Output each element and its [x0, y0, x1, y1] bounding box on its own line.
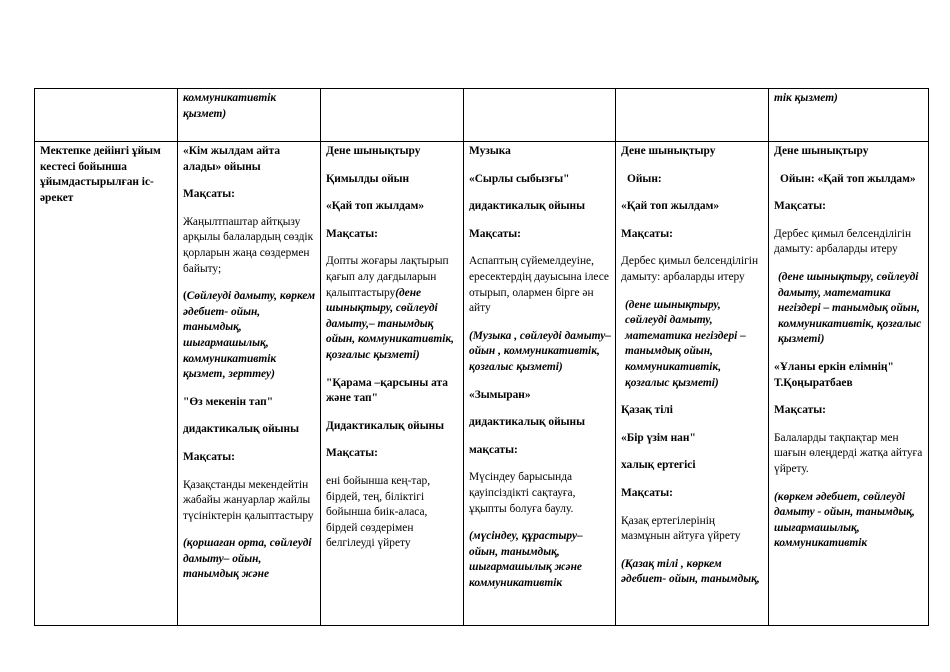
cell-col2: [178, 142, 321, 626]
game-type: дидактикалық ойыны: [183, 423, 299, 436]
game-title: «Қай топ жылдам»: [326, 200, 425, 213]
goal-text: Мүсіндеу барысында қауіпсіздікті сақтауға, ұқыпты болуға баулу.: [469, 471, 576, 515]
poem-title: «Ұланы еркін елімнің" Т.Қоңыратбаев: [774, 360, 894, 389]
game-title: «Кім жылдам айта алады» ойыны: [183, 145, 281, 173]
subject-title: Дене шынықтыру: [326, 145, 421, 157]
areas-text: (Сөйлеуді дамыту, көркем әдебиет- ойын, танымдық, шығармашылық, коммуникативтік қызмет, зерттеу): [183, 290, 315, 381]
areas-text: (көркем әдебиет, сөйлеуді дамыту - ойын, танымдық, шығармашылық, коммуникативтік: [774, 490, 915, 550]
goal-label: Мақсаты:: [774, 200, 826, 213]
game-type: Қимылды ойын: [326, 172, 410, 185]
goal-text: Аспаптың сүйемелдеуіне, ересектердің дауысына ілесе отырып, олармен бірге ән айту: [469, 255, 609, 315]
row-label: Мектепке дейінгі ұйым кестесі бойынша ұйымдастырылған іс-әрекет: [40, 145, 161, 204]
game-label: Ойын:: [627, 172, 662, 185]
goal-label: Мақсаты:: [183, 188, 235, 201]
game-title: «Зымыран»: [469, 388, 531, 401]
game-title: «Сырлы сыбызғы": [469, 172, 570, 185]
game-title: Ойын: «Қай топ жылдам»: [780, 172, 916, 185]
cell-r1-c2: [178, 89, 321, 142]
cell-r1-c6: [769, 89, 929, 142]
cell-col4: [464, 142, 616, 626]
game-type: дидактикалық ойыны: [469, 200, 585, 213]
goal-label: Мақсаты:: [469, 227, 521, 240]
goal-label: Мақсаты:: [621, 227, 673, 240]
table-row-continuation: [35, 89, 929, 142]
plan-table: [34, 88, 929, 626]
areas-text: (қоршаған орта, сөйлеуді дамыту– ойын, танымдық және: [183, 537, 312, 581]
goal-text: Допты жоғары лақтырып қағып алу дағдыларын қалыптастыру(дене шынықтыру, сөйлеуді дамыту,– танымдық ойын, коммуникативтік, қозғалыс қызметі): [326, 255, 454, 361]
cell-col3: [321, 142, 464, 626]
goal-label: Мақсаты:: [326, 227, 378, 240]
game-type: халық ертегісі: [621, 459, 696, 472]
game-type: Дидактикалық ойыны: [326, 419, 445, 432]
goal-text: ені бойынша кең-тар, бірдей, тең, біліктігі бойынша биік-аласа, бірдей сөздерімен белгілеуді үйрету: [326, 474, 431, 550]
subject-title: Дене шынықтыру: [621, 145, 716, 157]
goal-text: Қазақстанды мекендейтін жабайы жануарлар жайлы түсініктерін қалыптастыру: [183, 478, 314, 522]
areas-text: (дене шынықтыру, сөйлеуді дамыту, математика негіздері – танымдық ойын, коммуникативтік, қозғалыс қызметі): [625, 298, 746, 389]
game-title: "Қарама –қарсыны ата және тап": [326, 376, 448, 405]
cell-r1-c3: [321, 89, 464, 142]
goal-label: Мақсаты:: [621, 486, 673, 499]
goal-label: мақсаты:: [469, 443, 518, 456]
goal-label: Мақсаты:: [774, 404, 826, 417]
subject-title: Дене шынықтыру: [774, 145, 869, 157]
goal-text: Дербес қимыл белсенділігін дамыту: арбаларды итеру: [774, 227, 912, 256]
game-type: дидактикалық ойыны: [469, 416, 585, 429]
subject-title: Қазақ тілі: [621, 404, 673, 417]
cell-r1-c4: [464, 89, 616, 142]
areas-text: (мүсіндеу, құрастыру– ойын, танымдық, шығармашылық және коммуникативтік: [469, 530, 583, 589]
goal-text: Қазақ ертегілерінің мазмұнын айтуға үйрету: [621, 514, 741, 543]
cell-r1-c1: [35, 89, 178, 142]
areas-text: (Қазақ тілі , көркем әдебиет- ойын, танымдық,: [621, 557, 760, 586]
cell-col6: [769, 142, 929, 626]
subject-title: Музыка: [469, 145, 511, 157]
goal-text: Дербес қимыл белсенділігін дамыту: арбаларды итеру: [621, 255, 759, 283]
game-title: "Өз мекенін тап": [183, 395, 274, 408]
goal-text: Жаңылтпаштар айтқызу арқылы балалардың сөздік қорларын жаңа сөздермен байыту;: [183, 215, 314, 275]
goal-label: Мақсаты:: [326, 447, 378, 460]
goal-label: Мақсаты:: [183, 450, 235, 463]
cell-col5: [616, 142, 769, 626]
cell-text: тік қызмет): [774, 92, 838, 104]
row-label-cell: [35, 142, 178, 626]
game-title: «Қай топ жылдам»: [621, 200, 720, 213]
areas-text: (Музыка , сөйлеуді дамыту– ойын , коммуникативтік, қозғалыс қызметі): [469, 329, 611, 373]
table-row-activities: [35, 142, 929, 626]
areas-text: (дене шынықтыру, сөйлеуді дамыту, математика негіздері – танымдық ойын, коммуникативтік, қозғалыс қызметі): [778, 270, 922, 346]
cell-text: коммуникативтік қызмет): [183, 92, 277, 120]
goal-text: Балаларды тақпақтар мен шағын өлеңдерді жатқа айтуға үйрету.: [774, 431, 923, 475]
cell-r1-c5: [616, 89, 769, 142]
game-title: «Бір үзім нан": [621, 431, 696, 444]
